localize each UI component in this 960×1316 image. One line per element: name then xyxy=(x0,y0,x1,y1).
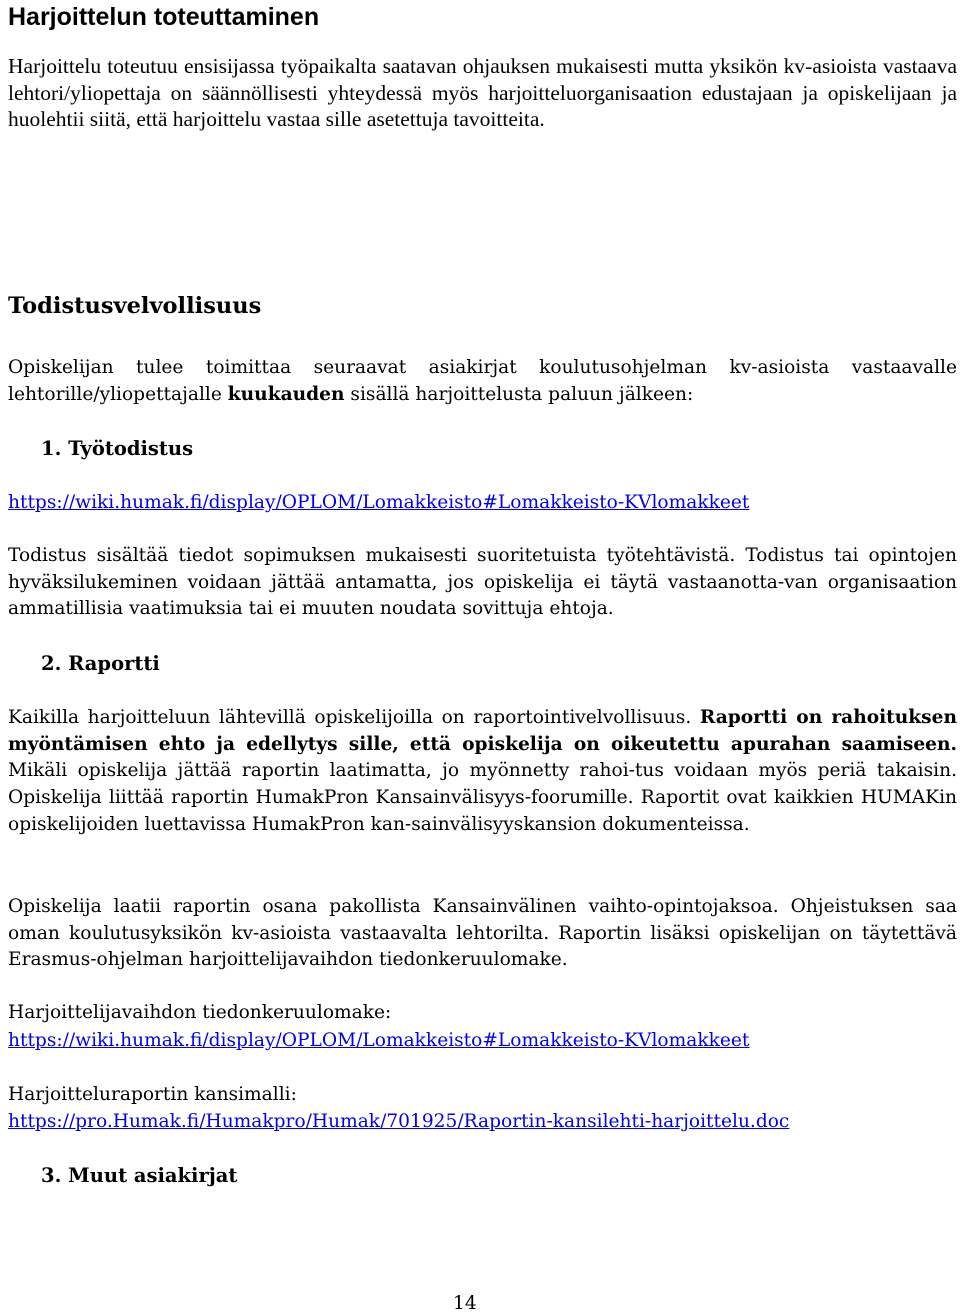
form-link[interactable]: https://wiki.humak.fi/display/OPLOM/Lomakkeisto#Lomakkeisto-KVlomakkeet xyxy=(8,1030,750,1051)
form-label: Harjoittelijavaihdon tiedonkeruulomake: xyxy=(8,1002,392,1023)
raportti-text-end: Mikäli opiskelija jättää raportin laatimatta, jo myönnetty rahoi-tus voidaan myös periä takaisin. Opiskelija liittää raportin HumakPron Kansainvälisyys-foorumille. Raportit ovat kaikkien HUMAKin opiskelijoiden luettavissa HumakPron kan-sainvälisyyskansion dokumenteissa. xyxy=(8,760,957,835)
intro-text-start: Opiskelijan tulee toimittaa seuraavat asiakirjat koulutusohjelman kv-asioista vastaavalle lehtorille/yliopettajalle xyxy=(8,357,957,405)
section-title-harjoittelun-toteuttaminen: Harjoittelun toteuttaminen xyxy=(8,3,320,31)
cover-link[interactable]: https://pro.Humak.fi/Humakpro/Humak/701925/Raportin-kansilehti-harjoittelu.doc xyxy=(8,1111,790,1132)
paragraph-todistusvelvollisuus xyxy=(8,355,957,408)
heading-muut-asiakirjat: 3. Muut asiakirjat xyxy=(41,1164,238,1187)
paragraph-raportti-1 xyxy=(8,705,957,839)
tyotodistus-link[interactable]: https://wiki.humak.fi/display/OPLOM/Lomakkeisto#Lomakkeisto-KVlomakkeet xyxy=(8,492,750,513)
intro-text-end: sisällä harjoittelusta paluun jälkeen: xyxy=(344,383,694,405)
heading-raportti: 2. Raportti xyxy=(41,652,160,675)
page-number: 14 xyxy=(453,1293,477,1314)
cover-label: Harjoitteluraportin kansimalli: xyxy=(8,1084,297,1105)
paragraph-tyotodistus: Todistus sisältää tiedot sopimuksen mukaisesti suoritetuista työtehtävistä. Todistus tai opintojen hyväksilukeminen voidaan jättää antamatta, jos opiskelija ei täytä vastaanotta-van organisaation ammatillisia vaatimuksia tai ei muuten noudata sovittuja ehtoja. xyxy=(8,545,957,620)
raportti-text-bold: Raportti on rahoituksen myöntämisen ehto ja edellytys sille, että opiskelija on oikeutettu apurahan saamiseen. xyxy=(8,707,957,755)
section-title-todistusvelvollisuus: Todistusvelvollisuus xyxy=(8,293,262,319)
raportti-text-start: Kaikilla harjoitteluun lähtevillä opiskelijoilla on raportointivelvollisuus. xyxy=(8,707,700,728)
document-page xyxy=(8,0,957,1316)
heading-tyotodistus: 1. Työtodistus xyxy=(41,437,194,460)
paragraph-raportti-2: Opiskelija laatii raportin osana pakollista Kansainvälinen vaihto-opintojaksoa. Ohjeistuksen saa oman koulutusyksikön kv-asioista vastaavalta lehtorilta. Raportin lisäksi opiskelijan on täytettävä Erasmus-ohjelman harjoittelijavaihdon tiedonkeruulomake. xyxy=(8,896,957,971)
paragraph-toteuttaminen: Harjoittelu toteutuu ensisijassa työpaikalta saatavan ohjauksen mukaisesti mutta yksikön kv-asioista vastaava lehtori/yliopettaja on säännöllisesti yhteydessä myös harjoitteluorganisaation edustajaan ja opiskelijaan ja huolehtii siitä, että harjoittelu vastaa sille asetettuja tavoitteita. xyxy=(8,54,957,132)
intro-text-bold: kuukauden xyxy=(227,383,345,405)
